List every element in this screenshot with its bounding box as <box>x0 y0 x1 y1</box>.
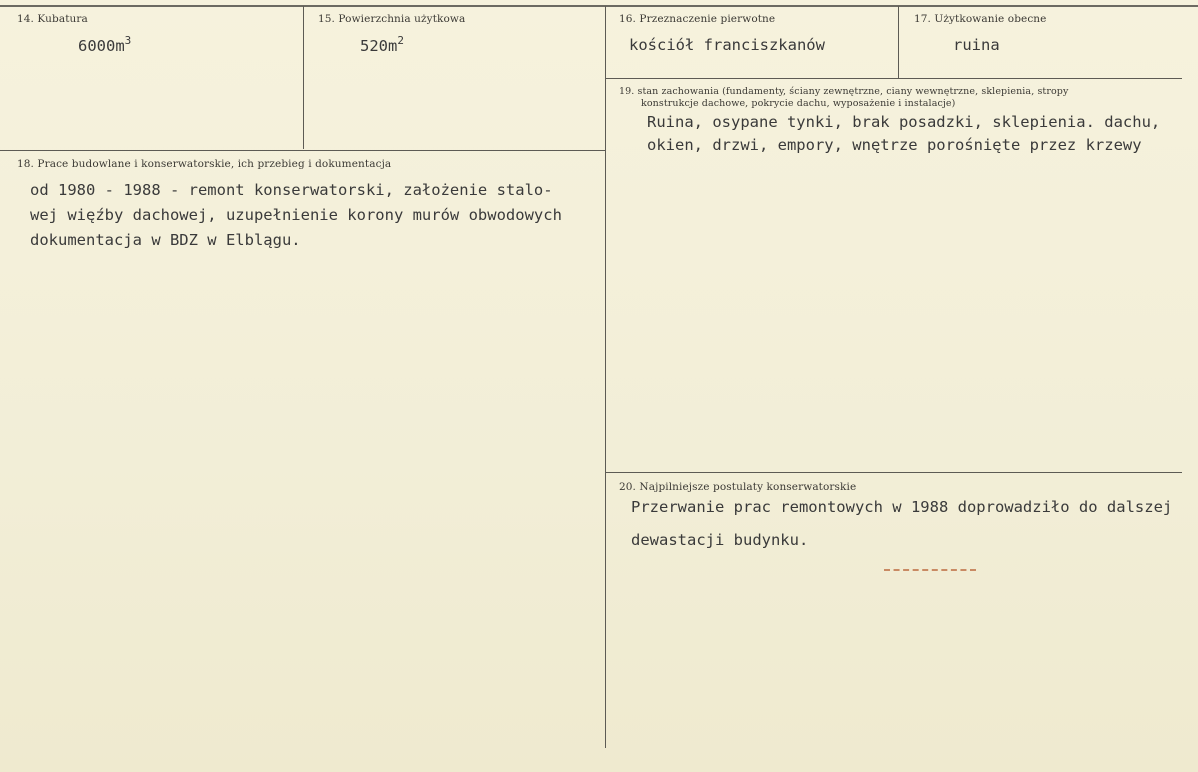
field-20-line-1: Przerwanie prac remontowych w 1988 doprowadziło do dalszej <box>631 498 1173 516</box>
field-19-line-2: okien, drzwi, empory, wnętrze porośnięte przez krzewy <box>647 136 1142 154</box>
field-19-label-line-2: konstrukcje dachowe, pokrycie dachu, wyposażenie i instalacje) <box>641 98 956 109</box>
field-18-label: 18. Prace budowlane i konserwatorskie, ich przebieg i dokumentacja <box>17 158 392 170</box>
field-18-line-1: od 1980 - 1988 - remont konserwatorski, założenie stalo- <box>30 181 553 199</box>
divider-col-1 <box>303 6 304 149</box>
field-19-line-1: Ruina, osypane tynki, brak posadzki, sklepienia. dachu, <box>647 113 1161 131</box>
field-16-label: 16. Przeznaczenie pierwotne <box>619 13 776 25</box>
field-17-value: ruina <box>953 36 1000 54</box>
field-15-label: 15. Powierzchnia użytkowa <box>318 13 466 25</box>
field-14-value-main: 6000m <box>78 37 125 55</box>
field-19-label-line-1: 19. stan zachowania (fundamenty, ściany zewnętrzne, ciany wewnętrzne, sklepienia, stropy <box>619 86 1069 97</box>
field-15-value-exponent: 2 <box>397 34 404 47</box>
field-17-label: 17. Użytkowanie obecne <box>914 13 1047 25</box>
field-14-value-exponent: 3 <box>124 34 132 47</box>
field-15-value-main: 520m <box>360 37 398 55</box>
field-14-label: 14. Kubatura <box>17 13 88 25</box>
field-18-line-3: dokumentacja w BDZ w Elblągu. <box>30 231 301 249</box>
top-border <box>0 5 1198 7</box>
divider-col-2 <box>605 6 606 748</box>
field-20-line-2: dewastacji budynku. <box>631 531 809 549</box>
field-18-line-2: wej więźby dachowej, uzupełnienie korony murów obwodowych <box>30 206 562 224</box>
divider-col-3 <box>898 6 899 78</box>
field-15-value <box>360 34 404 55</box>
field-16-value: kościół franciszkanów <box>629 36 825 54</box>
field-20-label: 20. Najpilniejsze postulaty konserwatorskie <box>619 481 857 493</box>
field-14-value <box>78 34 132 55</box>
ink-mark <box>884 565 976 571</box>
divider-row-right-top <box>605 78 1182 79</box>
divider-row-right-bottom <box>605 472 1182 473</box>
divider-row-left <box>0 150 605 151</box>
